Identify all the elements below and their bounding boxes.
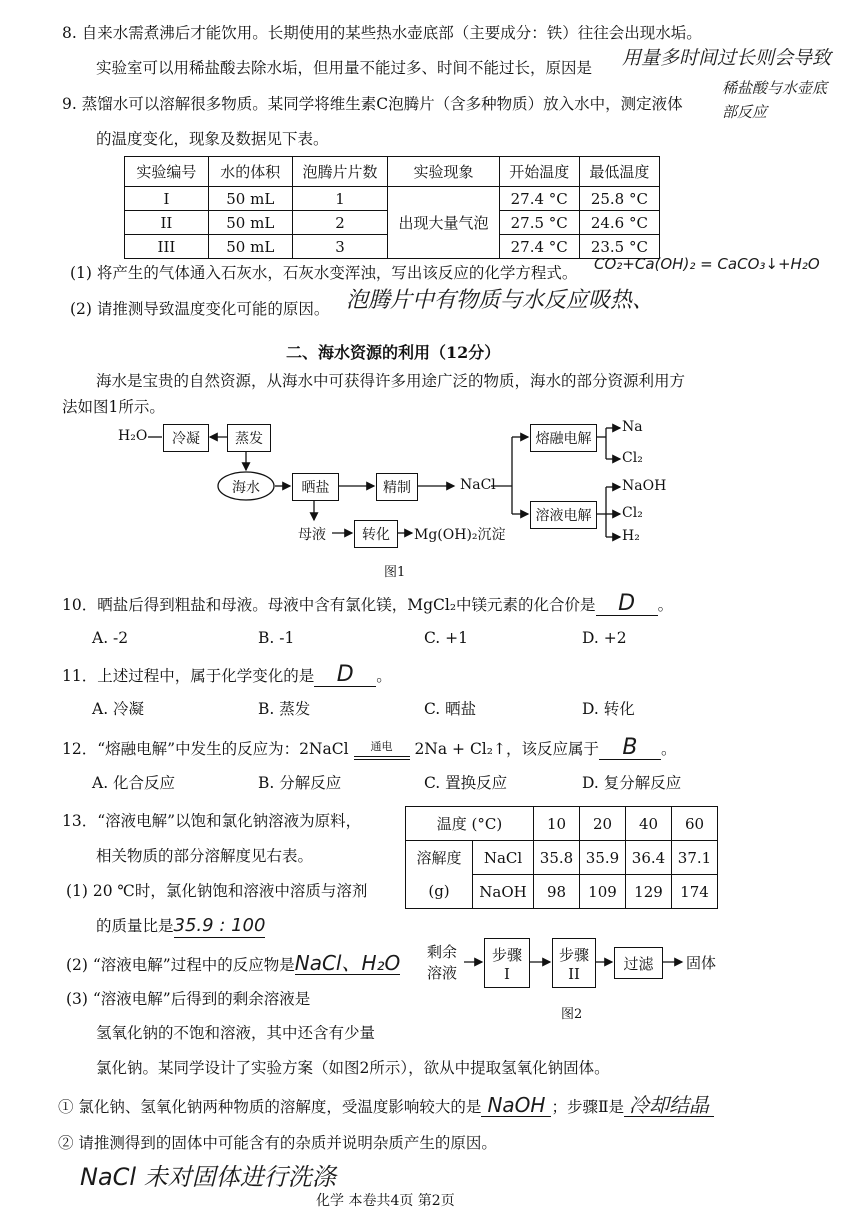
q8-line2-text: 实验室可以用稀盐酸去除水垢，但用量不能过多、时间不能过长，原因是 xyxy=(96,59,593,77)
q9-cell: 1 xyxy=(292,187,388,211)
q13-cell: 35.8 xyxy=(534,841,580,875)
q13-cell: 98 xyxy=(534,875,580,909)
q8-line1: 8. 自来水需煮沸后才能饮用。长期使用的某些热水壶底部（主要成分：铁）往往会出现水垢。 xyxy=(62,24,702,42)
q13-temp-label: 温度 (°C) xyxy=(406,807,534,841)
q9-sub2-answer: 泡腾片中有物质与水反应吸热、 xyxy=(346,288,655,313)
fig1-seawater: 海水 xyxy=(232,480,260,496)
q11-answer: D xyxy=(314,664,376,687)
q12-option-c: C. 置换反应 xyxy=(424,774,508,792)
q10-option-b: B. -1 xyxy=(258,629,295,647)
fig2-solid: 固体 xyxy=(686,954,717,972)
fig1-convert-label: 转化 xyxy=(362,527,390,543)
fig1-na: Na xyxy=(622,419,643,435)
q9-cell: 50 mL xyxy=(208,211,292,235)
q9-sub1: (1) 将产生的气体通入石灰水，石灰水变浑浊，写出该反应的化学方程式。 xyxy=(70,264,578,282)
q13-cell: 37.1 xyxy=(672,841,718,875)
q10-option-d: D. +2 xyxy=(582,629,627,647)
fig2-start-a: 剩余 xyxy=(427,943,458,961)
fig1-cl2-b: Cl₂ xyxy=(622,505,643,521)
fig1-melt-label: 熔融电解 xyxy=(535,431,592,447)
q9-cell: 27.5 °C xyxy=(499,211,579,235)
fig1-refine-label: 精制 xyxy=(383,480,411,496)
q12-option-b: B. 分解反应 xyxy=(258,774,342,792)
q13-temp: 20 xyxy=(580,807,626,841)
q13-cell: 174 xyxy=(672,875,718,909)
q13-sol-label: 溶解度 xyxy=(406,841,473,875)
q9-cell: 3 xyxy=(292,235,388,259)
q13-cell: 36.4 xyxy=(626,841,672,875)
q13-sub1-a: (1) 20 ℃时，氯化钠饱和溶液中溶质与溶剂 xyxy=(66,882,368,900)
fig2-filter-label: 过滤 xyxy=(623,954,654,973)
q13-cell: 109 xyxy=(580,875,626,909)
q13-sub3-b: 氢氧化钠的不饱和溶液，其中还含有少量 xyxy=(96,1024,376,1042)
q10-option-c: C. +1 xyxy=(424,629,469,647)
q12-answer: B xyxy=(599,737,661,760)
q13-q2-answer: NaCl 未对固体进行洗涤 xyxy=(80,1163,336,1191)
q9-sub1-answer: CO₂+Ca(OH)₂ = CaCO₃↓+H₂O xyxy=(594,255,820,273)
q9-cell: III xyxy=(125,235,209,259)
q9-cell: 27.4 °C xyxy=(499,187,579,211)
q11-stem-text: 11．上述过程中，属于化学变化的是 xyxy=(62,667,315,685)
fig1-cl2-a: Cl₂ xyxy=(622,450,643,466)
fig2-filter-box xyxy=(614,947,663,979)
q12-stem-prefix: 12．“熔融电解”中发生的反应为：2NaCl xyxy=(62,740,349,758)
fig1-h2o: H₂O xyxy=(118,428,148,444)
fig1-mgoh2: Mg(OH)₂沉淀 xyxy=(414,527,506,543)
page-footer: 化学 本卷共4页 第2页 xyxy=(316,1193,455,1209)
fig2-step1-b: I xyxy=(504,964,510,983)
q13-sub3: (3) “溶液电解”后得到的剩余溶液是 xyxy=(66,990,311,1008)
q11-option-a: A. 冷凝 xyxy=(92,700,145,718)
fig2-start-b: 溶液 xyxy=(427,964,458,982)
section2-intro1: 海水是宝贵的自然资源，从海水中可获得许多用途广泛的物质，海水的部分资源利用方 xyxy=(96,372,686,390)
q13-q1-mid: ；步骤Ⅱ是 xyxy=(551,1098,624,1116)
q13-temp: 40 xyxy=(626,807,672,841)
q11-stem: 11．上述过程中，属于化学变化的是 D 。 xyxy=(62,662,392,687)
q13-line1: 13．“溶液电解”以饱和氯化钠溶液为原料， xyxy=(62,812,362,830)
fig1-nacl: NaCl xyxy=(460,477,496,493)
q12-option-d: D. 复分解反应 xyxy=(582,774,682,792)
q9-cell: 50 mL xyxy=(208,187,292,211)
fig2-caption: 图2 xyxy=(561,1007,583,1022)
q9-line2: 的温度变化，现象及数据见下表。 xyxy=(96,130,329,148)
q12-condition: 通电 xyxy=(370,740,393,753)
q13-row-name: NaCl xyxy=(473,841,534,875)
fig2-step1-box xyxy=(484,938,530,988)
q8-answer-1: 用量多时间过长则会导致 xyxy=(622,47,832,69)
fig1-mother-liquor: 母液 xyxy=(298,527,326,543)
q13-cell: 129 xyxy=(626,875,672,909)
fig2-step1-a: 步骤 xyxy=(491,945,522,964)
q13-line2: 相关物质的部分溶解度见右表。 xyxy=(96,847,314,865)
q11-option-c: C. 晒盐 xyxy=(424,700,477,718)
q13-temp: 10 xyxy=(534,807,580,841)
fig2-step2-b: II xyxy=(568,964,580,983)
fig2-step2-a: 步骤 xyxy=(558,945,589,964)
q9-cell: 50 mL xyxy=(208,235,292,259)
q13-q1-answer: NaOH xyxy=(481,1094,551,1117)
fig1-caption: 图1 xyxy=(384,565,406,580)
q9-th: 泡腾片片数 xyxy=(292,157,388,187)
q13-sub1-answer: 35.9 : 100 xyxy=(173,915,266,936)
q9-th: 实验编号 xyxy=(125,157,209,187)
q13-q1-text: ① 氯化钠、氢氧化钠两种物质的溶解度，受温度影响较大的是 xyxy=(58,1098,482,1116)
q9-cell: 2 xyxy=(292,211,388,235)
q12-stem-suffix: 2Na + Cl₂↑，该反应属于 xyxy=(414,740,599,758)
q9-th: 最低温度 xyxy=(579,157,659,187)
q13-row-name: NaOH xyxy=(473,875,534,909)
q9-th: 水的体积 xyxy=(208,157,292,187)
q13-unit: (g) xyxy=(406,875,473,909)
q13-sub3-c: 氯化钠。某同学设计了实验方案（如图2所示），欲从中提取氢氧化钠固体。 xyxy=(96,1059,610,1077)
fig1-solution-label: 溶液电解 xyxy=(535,508,592,524)
q10-stem-text: 10．晒盐后得到粗盐和母液。母液中含有氯化镁，MgCl₂中镁元素的化合价是 xyxy=(62,596,596,614)
q13-sub1-text: 的质量比是 xyxy=(96,917,174,935)
q9-th: 实验现象 xyxy=(388,157,499,187)
q10-stem: 10．晒盐后得到粗盐和母液。母液中含有氯化镁，MgCl₂中镁元素的化合价是 D 。 xyxy=(62,591,674,616)
fig1-h2: H₂ xyxy=(622,528,640,544)
q9-cell: 27.4 °C xyxy=(499,235,579,259)
q13-q1-answer2: 冷却结晶 xyxy=(624,1094,714,1117)
q10-answer: D xyxy=(596,593,658,616)
fig2-step2-box xyxy=(552,938,596,988)
q13-sub2-answer: NaCl、H₂O xyxy=(294,951,401,975)
q9-cell: 23.5 °C xyxy=(579,235,659,259)
q11-option-d: D. 转化 xyxy=(582,700,635,718)
fig1-sunsalt-label: 晒盐 xyxy=(301,480,330,496)
fig1-evaporate-label: 蒸发 xyxy=(235,431,263,447)
q11-option-b: B. 蒸发 xyxy=(258,700,311,718)
q9-sub2: (2) 请推测导致温度变化可能的原因。 xyxy=(70,300,330,318)
q13-cell: 35.9 xyxy=(580,841,626,875)
q13-temp: 60 xyxy=(672,807,718,841)
q8-answer-2: 稀盐酸与水壶底 xyxy=(722,79,828,97)
q9-th: 开始温度 xyxy=(499,157,579,187)
q9-cell: 24.6 °C xyxy=(579,211,659,235)
q9-line1: 9. 蒸馏水可以溶解很多物质。某同学将维生素C泡腾片（含多种物质）放入水中，测定液体 xyxy=(62,95,683,113)
section2-title: 二、海水资源的利用（12分） xyxy=(286,343,501,362)
q9-cell: 25.8 °C xyxy=(579,187,659,211)
q13-sub2-text: (2) “溶液电解”过程中的反应物是 xyxy=(66,956,295,974)
fig1-condense-label: 冷凝 xyxy=(172,431,200,447)
q10-option-a: A. -2 xyxy=(92,629,129,647)
q9-phenomenon: 出现大量气泡 xyxy=(388,187,499,259)
section2-intro2: 法如图1所示。 xyxy=(62,398,165,416)
q12-option-a: A. 化合反应 xyxy=(92,774,176,792)
q12-stem: 12．“熔融电解”中发生的反应为：2NaCl 通电 2Na + Cl₂↑，该反应属于 B 。 xyxy=(62,735,677,760)
q9-cell: I xyxy=(125,187,209,211)
q13-q2: ② 请推测得到的固体中可能含有的杂质并说明杂质产生的原因。 xyxy=(58,1134,497,1152)
q8-answer-3: 部反应 xyxy=(722,103,768,121)
fig1-naoh: NaOH xyxy=(622,478,667,494)
q9-cell: II xyxy=(125,211,209,235)
